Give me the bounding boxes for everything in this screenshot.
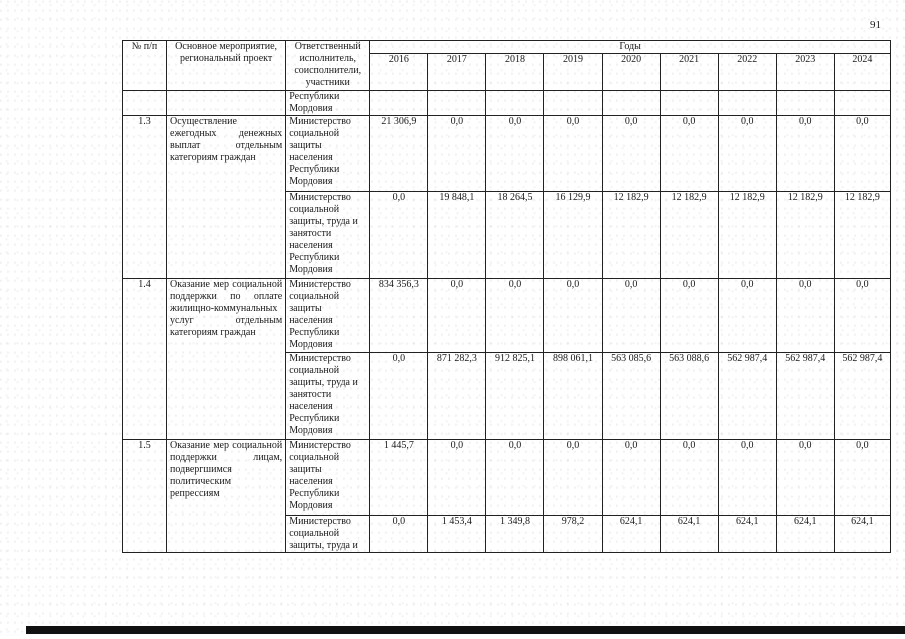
table-cell — [123, 91, 167, 116]
value-cell: 0,0 — [602, 279, 660, 353]
value-cell: 12 182,9 — [602, 192, 660, 279]
value-cell: 0,0 — [428, 279, 486, 353]
year-header: 2023 — [776, 54, 834, 91]
page-number: 91 — [870, 19, 881, 31]
value-cell: 0,0 — [776, 440, 834, 516]
value-cell: 0,0 — [544, 116, 602, 192]
value-cell: 0,0 — [602, 116, 660, 192]
row-number: 1.4 — [123, 279, 167, 440]
value-cell: 12 182,9 — [776, 192, 834, 279]
header-executor: Ответственный исполнитель, соисполнители, участники — [286, 41, 370, 91]
table-row — [123, 279, 891, 353]
value-cell: 562 987,4 — [834, 353, 890, 440]
value-cell: 21 306,9 — [370, 116, 428, 192]
table-cell — [167, 91, 286, 116]
activity-cell: Оказание мер социальной поддержки по оплате жилищно-коммунальных услуг отдельным категориям граждан — [167, 279, 286, 440]
table-row — [123, 91, 891, 116]
value-cell: 624,1 — [834, 516, 890, 553]
table-row — [123, 116, 891, 192]
value-cell: 624,1 — [602, 516, 660, 553]
year-header: 2016 — [370, 54, 428, 91]
value-cell: 12 182,9 — [718, 192, 776, 279]
table-row — [123, 440, 891, 516]
row-number: 1.5 — [123, 440, 167, 553]
value-cell: 0,0 — [486, 440, 544, 516]
value-cell: 0,0 — [428, 440, 486, 516]
value-cell: 563 085,6 — [602, 353, 660, 440]
value-cell: 562 987,4 — [718, 353, 776, 440]
executor-cell: Министерство социальной защиты, труда и занятости населения Республики Мордовия — [286, 192, 370, 279]
value-cell: 1 453,4 — [428, 516, 486, 553]
budget-table — [122, 40, 891, 553]
value-cell: 624,1 — [776, 516, 834, 553]
value-cell: 0,0 — [660, 440, 718, 516]
value-cell: 16 129,9 — [544, 192, 602, 279]
row-number: 1.3 — [123, 116, 167, 279]
header-years: Годы — [370, 41, 891, 54]
value-cell: 0,0 — [486, 279, 544, 353]
year-header: 2017 — [428, 54, 486, 91]
year-header: 2020 — [602, 54, 660, 91]
value-cell: 0,0 — [370, 192, 428, 279]
executor-cell: Министерство социальной защиты, труда и занятости населения Республики Мордовия — [286, 353, 370, 440]
header-activity: Основное мероприятие, региональный проект — [167, 41, 286, 91]
year-header: 2021 — [660, 54, 718, 91]
value-cell: 0,0 — [776, 116, 834, 192]
value-cell: 624,1 — [660, 516, 718, 553]
value-cell: 978,2 — [544, 516, 602, 553]
value-cell: 12 182,9 — [834, 192, 890, 279]
executor-cell: Министерство социальной защиты, труда и — [286, 516, 370, 553]
scan-edge-shadow — [26, 626, 905, 634]
year-header: 2024 — [834, 54, 890, 91]
value-cell: 0,0 — [834, 116, 890, 192]
value-cell: 0,0 — [660, 116, 718, 192]
executor-cell: Министерство социальной защиты населения Республики Мордовия — [286, 279, 370, 353]
value-cell: 912 825,1 — [486, 353, 544, 440]
activity-cell: Оказание мер социальной поддержки лицам, подвергшимся политическим репрессиям — [167, 440, 286, 553]
value-cell: 0,0 — [718, 279, 776, 353]
value-cell: 871 282,3 — [428, 353, 486, 440]
year-header: 2019 — [544, 54, 602, 91]
value-cell: 0,0 — [370, 353, 428, 440]
value-cell: 0,0 — [544, 279, 602, 353]
value-cell: 12 182,9 — [660, 192, 718, 279]
value-cell: 562 987,4 — [776, 353, 834, 440]
value-cell: 18 264,5 — [486, 192, 544, 279]
value-cell: 0,0 — [602, 440, 660, 516]
value-cell: 898 061,1 — [544, 353, 602, 440]
value-cell: 0,0 — [776, 279, 834, 353]
value-cell: 563 088,6 — [660, 353, 718, 440]
value-cell: 0,0 — [834, 440, 890, 516]
value-cell: 624,1 — [718, 516, 776, 553]
executor-cell: Министерство социальной защиты населения Республики Мордовия — [286, 116, 370, 192]
year-header: 2018 — [486, 54, 544, 91]
value-cell: 0,0 — [428, 116, 486, 192]
value-cell: 0,0 — [486, 116, 544, 192]
activity-cell: Осуществление ежегодных денежных выплат отдельным категориям граждан — [167, 116, 286, 279]
value-cell: 0,0 — [718, 440, 776, 516]
executor-cell: Республики Мордовия — [286, 91, 370, 116]
year-header: 2022 — [718, 54, 776, 91]
value-cell: 1 445,7 — [370, 440, 428, 516]
value-cell: 19 848,1 — [428, 192, 486, 279]
value-cell: 0,0 — [660, 279, 718, 353]
value-cell: 0,0 — [834, 279, 890, 353]
value-cell: 0,0 — [370, 516, 428, 553]
value-cell: 834 356,3 — [370, 279, 428, 353]
value-cell: 1 349,8 — [486, 516, 544, 553]
header-num: № п/п — [123, 41, 167, 91]
value-cell: 0,0 — [544, 440, 602, 516]
value-cell: 0,0 — [718, 116, 776, 192]
executor-cell: Министерство социальной защиты населения Республики Мордовия — [286, 440, 370, 516]
